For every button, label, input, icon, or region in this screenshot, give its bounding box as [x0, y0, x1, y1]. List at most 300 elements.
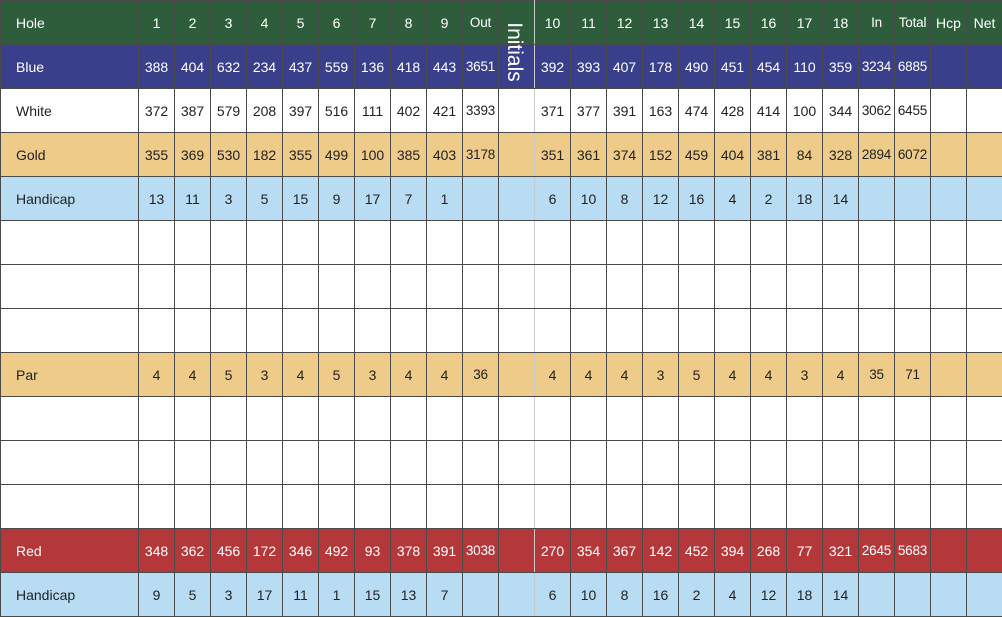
value-cell: 5 — [283, 1, 319, 45]
score-entry-cell[interactable] — [931, 265, 967, 309]
value-cell: 579 — [211, 89, 247, 133]
value-cell[interactable] — [931, 177, 967, 221]
score-entry-cell[interactable] — [715, 485, 751, 529]
value-cell[interactable] — [931, 45, 967, 89]
score-entry-cell[interactable] — [463, 485, 499, 529]
score-entry-cell[interactable] — [211, 309, 247, 353]
score-entry-cell[interactable] — [823, 221, 859, 265]
score-entry-cell[interactable] — [571, 265, 607, 309]
value-cell[interactable] — [967, 177, 1002, 221]
score-entry-cell[interactable] — [967, 397, 1002, 441]
score-entry-cell[interactable] — [895, 397, 931, 441]
value-cell[interactable]: Net — [967, 1, 1002, 45]
score-entry-cell[interactable] — [427, 309, 463, 353]
score-entry-cell[interactable] — [463, 441, 499, 485]
value-cell: 4 — [283, 353, 319, 397]
value-cell: 7 — [427, 573, 463, 617]
score-entry-cell[interactable] — [643, 441, 679, 485]
score-entry-cell[interactable] — [607, 265, 643, 309]
score-entry-cell[interactable] — [571, 221, 607, 265]
score-entry-cell[interactable] — [751, 265, 787, 309]
score-entry-cell[interactable] — [355, 265, 391, 309]
value-cell: 5683 — [895, 529, 931, 573]
value-cell: 18 — [787, 177, 823, 221]
score-entry-cell[interactable] — [427, 397, 463, 441]
value-cell: 1 — [139, 1, 175, 45]
row-hole — [1, 1, 1002, 45]
score-entry-cell[interactable] — [895, 265, 931, 309]
value-cell: 492 — [319, 529, 355, 573]
value-cell: 6 — [535, 177, 571, 221]
value-cell: 4 — [175, 353, 211, 397]
value-cell: 142 — [643, 529, 679, 573]
value-cell: 516 — [319, 89, 355, 133]
score-entry-cell[interactable] — [175, 221, 211, 265]
value-cell: 136 — [355, 45, 391, 89]
value-cell — [895, 573, 931, 617]
score-entry-cell[interactable] — [571, 309, 607, 353]
value-cell: 3 — [211, 1, 247, 45]
value-cell: 407 — [607, 45, 643, 89]
value-cell: 437 — [283, 45, 319, 89]
value-cell: 371 — [535, 89, 571, 133]
score-entry-cell[interactable] — [427, 221, 463, 265]
score-entry-cell[interactable] — [931, 485, 967, 529]
value-cell: 16 — [679, 177, 715, 221]
score-entry-cell[interactable] — [175, 397, 211, 441]
initials-cell[interactable] — [499, 441, 535, 485]
score-entry-cell[interactable] — [319, 309, 355, 353]
score-entry-cell[interactable] — [715, 309, 751, 353]
value-cell: 452 — [679, 529, 715, 573]
value-cell: 355 — [283, 133, 319, 177]
score-entry-cell[interactable] — [931, 441, 967, 485]
value-cell: 100 — [787, 89, 823, 133]
row-label: Gold — [1, 133, 139, 177]
value-cell: 4 — [715, 353, 751, 397]
row-label: Red — [1, 529, 139, 573]
value-cell: 3 — [643, 353, 679, 397]
value-cell: 344 — [823, 89, 859, 133]
value-cell[interactable] — [967, 529, 1002, 573]
value-cell: 530 — [211, 133, 247, 177]
value-cell: 77 — [787, 529, 823, 573]
score-entry-cell[interactable] — [679, 397, 715, 441]
value-cell: 3 — [355, 353, 391, 397]
value-cell: 499 — [319, 133, 355, 177]
value-cell: 15 — [355, 573, 391, 617]
score-entry-cell[interactable] — [751, 221, 787, 265]
score-entry-cell[interactable] — [823, 485, 859, 529]
score-entry-cell[interactable] — [571, 397, 607, 441]
row-label — [1, 485, 139, 529]
score-entry-cell[interactable] — [535, 485, 571, 529]
value-cell: 8 — [607, 177, 643, 221]
value-cell[interactable] — [931, 133, 967, 177]
value-cell: 4 — [823, 353, 859, 397]
value-cell: 490 — [679, 45, 715, 89]
value-cell: 9 — [427, 1, 463, 45]
value-cell: 351 — [535, 133, 571, 177]
score-entry-cell[interactable] — [715, 265, 751, 309]
initials-cell — [499, 573, 535, 617]
score-entry-cell[interactable] — [139, 485, 175, 529]
score-entry-cell[interactable] — [823, 441, 859, 485]
score-entry-cell[interactable] — [607, 485, 643, 529]
value-cell: 391 — [607, 89, 643, 133]
score-entry-cell[interactable] — [967, 265, 1002, 309]
row-blank — [1, 221, 1002, 265]
initials-cell — [499, 45, 535, 89]
value-cell: 348 — [139, 529, 175, 573]
score-entry-cell[interactable] — [283, 265, 319, 309]
score-entry-cell[interactable] — [535, 265, 571, 309]
value-cell: 367 — [607, 529, 643, 573]
score-entry-cell[interactable] — [391, 441, 427, 485]
score-entry-cell[interactable] — [787, 265, 823, 309]
score-entry-cell[interactable] — [895, 309, 931, 353]
value-cell: 328 — [823, 133, 859, 177]
value-cell[interactable] — [967, 45, 1002, 89]
value-cell: 403 — [427, 133, 463, 177]
score-entry-cell[interactable] — [247, 309, 283, 353]
score-entry-cell[interactable] — [319, 441, 355, 485]
score-entry-cell[interactable] — [355, 221, 391, 265]
score-entry-cell[interactable] — [391, 221, 427, 265]
value-cell — [463, 573, 499, 617]
score-entry-cell[interactable] — [355, 397, 391, 441]
row-label: Handicap — [1, 177, 139, 221]
value-cell: 402 — [391, 89, 427, 133]
value-cell: 392 — [535, 45, 571, 89]
score-entry-cell[interactable] — [391, 485, 427, 529]
score-entry-cell[interactable] — [211, 265, 247, 309]
value-cell: 372 — [139, 89, 175, 133]
value-cell: 100 — [355, 133, 391, 177]
score-entry-cell[interactable] — [391, 309, 427, 353]
value-cell: 632 — [211, 45, 247, 89]
value-cell: 4 — [139, 353, 175, 397]
score-entry-cell[interactable] — [895, 485, 931, 529]
score-entry-cell[interactable] — [535, 441, 571, 485]
value-cell: 3062 — [859, 89, 895, 133]
score-entry-cell[interactable] — [211, 485, 247, 529]
score-entry-cell[interactable] — [859, 485, 895, 529]
value-cell: 3038 — [463, 529, 499, 573]
score-entry-cell[interactable] — [715, 221, 751, 265]
score-entry-cell[interactable] — [895, 441, 931, 485]
value-cell: 359 — [823, 45, 859, 89]
value-cell[interactable] — [967, 133, 1002, 177]
value-cell: 4 — [535, 353, 571, 397]
value-cell: 6455 — [895, 89, 931, 133]
value-cell: 355 — [139, 133, 175, 177]
value-cell: 10 — [571, 177, 607, 221]
score-entry-cell[interactable] — [787, 221, 823, 265]
value-cell: 178 — [643, 45, 679, 89]
value-cell: 381 — [751, 133, 787, 177]
value-cell: 385 — [391, 133, 427, 177]
value-cell: 4 — [247, 1, 283, 45]
value-cell: 14 — [823, 573, 859, 617]
score-entry-cell[interactable] — [247, 441, 283, 485]
score-entry-cell[interactable] — [571, 441, 607, 485]
value-cell: 6 — [319, 1, 355, 45]
score-entry-cell[interactable] — [283, 485, 319, 529]
value-cell: 397 — [283, 89, 319, 133]
score-entry-cell[interactable] — [427, 265, 463, 309]
score-entry-cell[interactable] — [463, 265, 499, 309]
value-cell: 18 — [787, 573, 823, 617]
score-entry-cell[interactable] — [787, 485, 823, 529]
score-entry-cell[interactable] — [283, 441, 319, 485]
score-entry-cell[interactable] — [967, 485, 1002, 529]
score-entry-cell[interactable] — [283, 309, 319, 353]
row-blank — [1, 309, 1002, 353]
value-cell: 11 — [283, 573, 319, 617]
row-blank — [1, 265, 1002, 309]
value-cell: 208 — [247, 89, 283, 133]
score-entry-cell[interactable] — [679, 221, 715, 265]
value-cell: 5 — [211, 353, 247, 397]
value-cell: 36 — [463, 353, 499, 397]
row-label — [1, 221, 139, 265]
score-entry-cell[interactable] — [679, 309, 715, 353]
score-entry-cell[interactable] — [751, 441, 787, 485]
score-entry-cell[interactable] — [535, 397, 571, 441]
score-entry-cell[interactable] — [679, 485, 715, 529]
value-cell: 12 — [607, 1, 643, 45]
value-cell: 374 — [607, 133, 643, 177]
row-blue — [1, 45, 1002, 89]
value-cell: 4 — [391, 353, 427, 397]
score-entry-cell[interactable] — [175, 309, 211, 353]
score-entry-cell[interactable] — [463, 397, 499, 441]
score-entry-cell[interactable] — [751, 309, 787, 353]
score-entry-cell[interactable] — [643, 265, 679, 309]
score-entry-cell[interactable] — [643, 309, 679, 353]
value-cell[interactable] — [967, 89, 1002, 133]
score-entry-cell[interactable] — [715, 441, 751, 485]
value-cell: 456 — [211, 529, 247, 573]
score-entry-cell[interactable] — [355, 441, 391, 485]
score-entry-cell[interactable] — [211, 397, 247, 441]
score-entry-cell[interactable] — [139, 265, 175, 309]
score-entry-cell[interactable] — [355, 309, 391, 353]
row-label: Par — [1, 353, 139, 397]
score-entry-cell[interactable] — [247, 485, 283, 529]
value-cell: 13 — [643, 1, 679, 45]
score-entry-cell[interactable] — [355, 485, 391, 529]
value-cell: 369 — [175, 133, 211, 177]
score-entry-cell[interactable] — [247, 221, 283, 265]
score-entry-cell[interactable] — [787, 397, 823, 441]
score-entry-cell[interactable] — [607, 441, 643, 485]
initials-cell[interactable] — [499, 309, 535, 353]
value-cell: 6885 — [895, 45, 931, 89]
score-entry-cell[interactable] — [931, 309, 967, 353]
value-cell: 5 — [679, 353, 715, 397]
score-entry-cell[interactable] — [823, 397, 859, 441]
score-entry-cell[interactable] — [571, 485, 607, 529]
row-red — [1, 529, 1002, 573]
score-entry-cell[interactable] — [319, 485, 355, 529]
score-entry-cell[interactable] — [139, 221, 175, 265]
score-entry-cell[interactable] — [463, 221, 499, 265]
score-entry-cell[interactable] — [679, 441, 715, 485]
value-cell: 14 — [823, 177, 859, 221]
score-entry-cell[interactable] — [391, 397, 427, 441]
score-entry-cell[interactable] — [247, 397, 283, 441]
value-cell: 414 — [751, 89, 787, 133]
value-cell[interactable]: Hcp — [931, 1, 967, 45]
value-cell: 2 — [751, 177, 787, 221]
value-cell: 454 — [751, 45, 787, 89]
value-cell: 16 — [643, 573, 679, 617]
score-entry-cell[interactable] — [859, 309, 895, 353]
score-entry-cell[interactable] — [175, 441, 211, 485]
value-cell — [463, 177, 499, 221]
value-cell: 17 — [247, 573, 283, 617]
score-entry-cell[interactable] — [427, 485, 463, 529]
initials-cell[interactable] — [499, 265, 535, 309]
value-cell: 2 — [679, 573, 715, 617]
score-entry-cell[interactable] — [319, 221, 355, 265]
value-cell: 404 — [715, 133, 751, 177]
score-entry-cell[interactable] — [463, 309, 499, 353]
score-entry-cell[interactable] — [715, 397, 751, 441]
score-entry-cell[interactable] — [679, 265, 715, 309]
score-entry-cell[interactable] — [175, 265, 211, 309]
row-blank — [1, 441, 1002, 485]
value-cell: 393 — [571, 45, 607, 89]
value-cell: 15 — [715, 1, 751, 45]
value-cell: 8 — [391, 1, 427, 45]
value-cell: 443 — [427, 45, 463, 89]
initials-cell[interactable] — [499, 397, 535, 441]
score-entry-cell[interactable] — [247, 265, 283, 309]
value-cell: 268 — [751, 529, 787, 573]
score-entry-cell[interactable] — [859, 221, 895, 265]
score-entry-cell[interactable] — [139, 441, 175, 485]
value-cell: 234 — [247, 45, 283, 89]
value-cell[interactable] — [967, 353, 1002, 397]
initials-cell — [499, 353, 535, 397]
score-entry-cell[interactable] — [607, 309, 643, 353]
value-cell: 110 — [787, 45, 823, 89]
value-cell: 3234 — [859, 45, 895, 89]
row-label — [1, 265, 139, 309]
row-label: Handicap — [1, 573, 139, 617]
value-cell[interactable] — [931, 529, 967, 573]
row-handicap — [1, 573, 1002, 617]
value-cell[interactable] — [931, 353, 967, 397]
row-label — [1, 397, 139, 441]
score-entry-cell[interactable] — [643, 397, 679, 441]
value-cell: 404 — [175, 45, 211, 89]
score-entry-cell[interactable] — [535, 221, 571, 265]
value-cell: 459 — [679, 133, 715, 177]
score-entry-cell[interactable] — [607, 221, 643, 265]
value-cell: 3 — [787, 353, 823, 397]
score-entry-cell[interactable] — [967, 221, 1002, 265]
score-entry-cell[interactable] — [859, 397, 895, 441]
score-entry-cell[interactable] — [931, 397, 967, 441]
value-cell: 391 — [427, 529, 463, 573]
score-entry-cell[interactable] — [895, 221, 931, 265]
value-cell: 8 — [607, 573, 643, 617]
score-entry-cell[interactable] — [643, 221, 679, 265]
score-entry-cell[interactable] — [391, 265, 427, 309]
score-entry-cell[interactable] — [319, 397, 355, 441]
score-entry-cell[interactable] — [751, 397, 787, 441]
score-entry-cell[interactable] — [823, 309, 859, 353]
value-cell[interactable] — [931, 89, 967, 133]
value-cell: 4 — [427, 353, 463, 397]
value-cell: 378 — [391, 529, 427, 573]
value-cell[interactable] — [967, 573, 1002, 617]
score-entry-cell[interactable] — [967, 309, 1002, 353]
value-cell: 4 — [571, 353, 607, 397]
score-entry-cell[interactable] — [967, 441, 1002, 485]
value-cell: 7 — [355, 1, 391, 45]
score-entry-cell[interactable] — [751, 485, 787, 529]
value-cell: 182 — [247, 133, 283, 177]
score-entry-cell[interactable] — [607, 397, 643, 441]
value-cell: 421 — [427, 89, 463, 133]
score-entry-cell[interactable] — [139, 309, 175, 353]
score-entry-cell[interactable] — [175, 485, 211, 529]
score-entry-cell[interactable] — [427, 441, 463, 485]
initials-cell[interactable] — [499, 221, 535, 265]
score-entry-cell[interactable] — [319, 265, 355, 309]
initials-cell[interactable] — [499, 485, 535, 529]
row-label — [1, 309, 139, 353]
row-label: White — [1, 89, 139, 133]
value-cell: 2645 — [859, 529, 895, 573]
score-entry-cell[interactable] — [823, 265, 859, 309]
score-entry-cell[interactable] — [787, 441, 823, 485]
score-entry-cell[interactable] — [211, 221, 247, 265]
value-cell: 111 — [355, 89, 391, 133]
row-label — [1, 441, 139, 485]
value-cell: 93 — [355, 529, 391, 573]
initials-cell — [499, 133, 535, 177]
value-cell: 17 — [787, 1, 823, 45]
score-entry-cell[interactable] — [283, 221, 319, 265]
value-cell: 13 — [391, 573, 427, 617]
value-cell: 16 — [751, 1, 787, 45]
value-cell: In — [859, 1, 895, 45]
score-entry-cell[interactable] — [211, 441, 247, 485]
score-entry-cell[interactable] — [859, 265, 895, 309]
row-handicap — [1, 177, 1002, 221]
score-entry-cell[interactable] — [283, 397, 319, 441]
row-blank — [1, 485, 1002, 529]
score-entry-cell[interactable] — [643, 485, 679, 529]
value-cell: 3 — [247, 353, 283, 397]
score-entry-cell[interactable] — [859, 441, 895, 485]
value-cell[interactable] — [931, 573, 967, 617]
row-blank — [1, 397, 1002, 441]
value-cell: 3 — [211, 177, 247, 221]
value-cell: 12 — [643, 177, 679, 221]
value-cell: 388 — [139, 45, 175, 89]
score-entry-cell[interactable] — [535, 309, 571, 353]
score-entry-cell[interactable] — [139, 397, 175, 441]
score-entry-cell[interactable] — [931, 221, 967, 265]
score-entry-cell[interactable] — [787, 309, 823, 353]
